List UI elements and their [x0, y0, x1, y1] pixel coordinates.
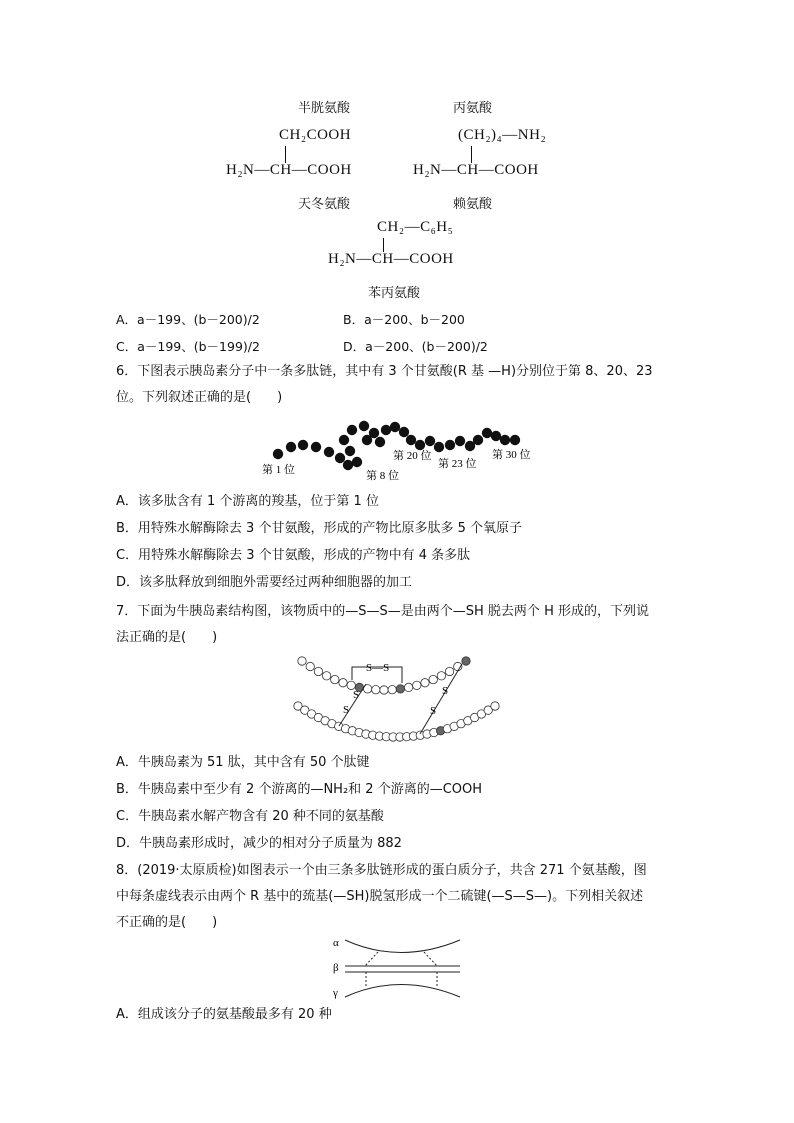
q7-option-d: D．牛胰岛素形成时，减少的相对分子质量为 882	[116, 836, 402, 851]
chain-alpha-label: α	[333, 937, 339, 949]
alanine-backbone: H₂N—CH—COOH	[413, 162, 539, 178]
cysteine-name: 半胱氨酸	[298, 101, 351, 116]
alanine-side-chain: (CH₂)₄—NH₂	[458, 127, 547, 143]
q7-option-b: B．牛胰岛素中至少有 2 个游离的—NH₂和 2 个游离的—COOH	[116, 782, 483, 797]
q5-option-b: B．a－200、b－200	[343, 312, 465, 327]
interchain-left-s2: S	[343, 704, 350, 716]
q6-option-a: A．该多肽含有 1 个游离的羧基，位于第 1 位	[116, 494, 379, 509]
disulfide-alpha-beta-left	[365, 952, 378, 966]
aspartate-name: 天冬氨酸	[298, 197, 351, 212]
q7-option-c: C．牛胰岛素水解产物含有 20 种不同的氨基酸	[116, 809, 384, 824]
interchain-right-s2: S	[430, 705, 437, 717]
q8-stem-line1: 8．(2019·太原质检)如图表示一个由三条多肽链形成的蛋白质分子，共含 271 个氨基酸，图	[116, 863, 647, 878]
chain-gamma-line	[345, 985, 460, 998]
label-position-1: 第 1 位	[262, 464, 295, 476]
label-position-20: 第 20 位	[393, 450, 432, 462]
phenylalanine-side-chain: CH₂—C₆H₅	[377, 219, 454, 235]
q5-option-d: D．a－200、(b－200)/2	[343, 339, 488, 354]
interchain-left-s1: S	[353, 689, 360, 701]
q7-option-a: A．牛胰岛素为 51 肽，其中含有 50 个肽键	[116, 755, 370, 770]
q6-option-d: D．该多肽释放到细胞外需要经过两种细胞器的加工	[116, 575, 413, 590]
alanine-name: 丙氨酸	[453, 101, 493, 116]
q8-stem-line3: 不正确的是( )	[116, 915, 218, 930]
q7-stem-line1: 7．下面为牛胰岛素结构图，该物质中的—S—S—是由两个—SH 脱去两个 H 形成的，下列说	[116, 604, 649, 619]
intrachain-ss-label: S—S	[366, 662, 390, 674]
phenylalanine-name: 苯丙氨酸	[368, 286, 421, 301]
phenylalanine-backbone: H₂N—CH—COOH	[328, 251, 454, 267]
q7-stem-line2: 法正确的是( )	[116, 630, 218, 645]
q6-stem-line1: 6．下图表示胰岛素分子中一条多肽链，其中有 3 个甘氨酸(R 基 —H)分别位于第 8、20、23	[116, 364, 653, 379]
q6-stem-line2: 位。下列叙述正确的是( )	[116, 390, 283, 405]
chain-alpha-line	[345, 940, 460, 953]
label-position-8: 第 8 位	[366, 470, 399, 482]
label-position-30: 第 30 位	[492, 449, 531, 461]
q8-stem-line2: 中每条虚线表示由两个 R 基中的巯基(—SH)脱氢形成一个二硫键(—S—S—)。下列相关叙述	[116, 889, 644, 904]
q5-option-a: A．a－199、(b－200)/2	[116, 312, 260, 327]
chain-gamma-label: γ	[333, 987, 338, 999]
disulfide-alpha-beta-right	[424, 952, 437, 966]
q6-option-b: B．用特殊水解酶除去 3 个甘氨酸，形成的产物比原多肽多 5 个氧原子	[116, 521, 522, 536]
label-position-23: 第 23 位	[438, 458, 477, 470]
cysteine-side-chain: CH₂COOH	[279, 127, 352, 143]
q8-option-a: A．组成该分子的氨基酸最多有 20 种	[116, 1007, 332, 1022]
lysine-name: 赖氨酸	[453, 197, 493, 212]
q6-option-c: C．用特殊水解酶除去 3 个甘氨酸，形成的产物中有 4 条多肽	[116, 548, 471, 563]
q5-option-c: C．a－199、(b－199)/2	[116, 339, 260, 354]
chain-beta-label: β	[333, 962, 339, 974]
cysteine-backbone: H₂N—CH—COOH	[226, 162, 352, 178]
interchain-right-s1: S	[442, 685, 449, 697]
